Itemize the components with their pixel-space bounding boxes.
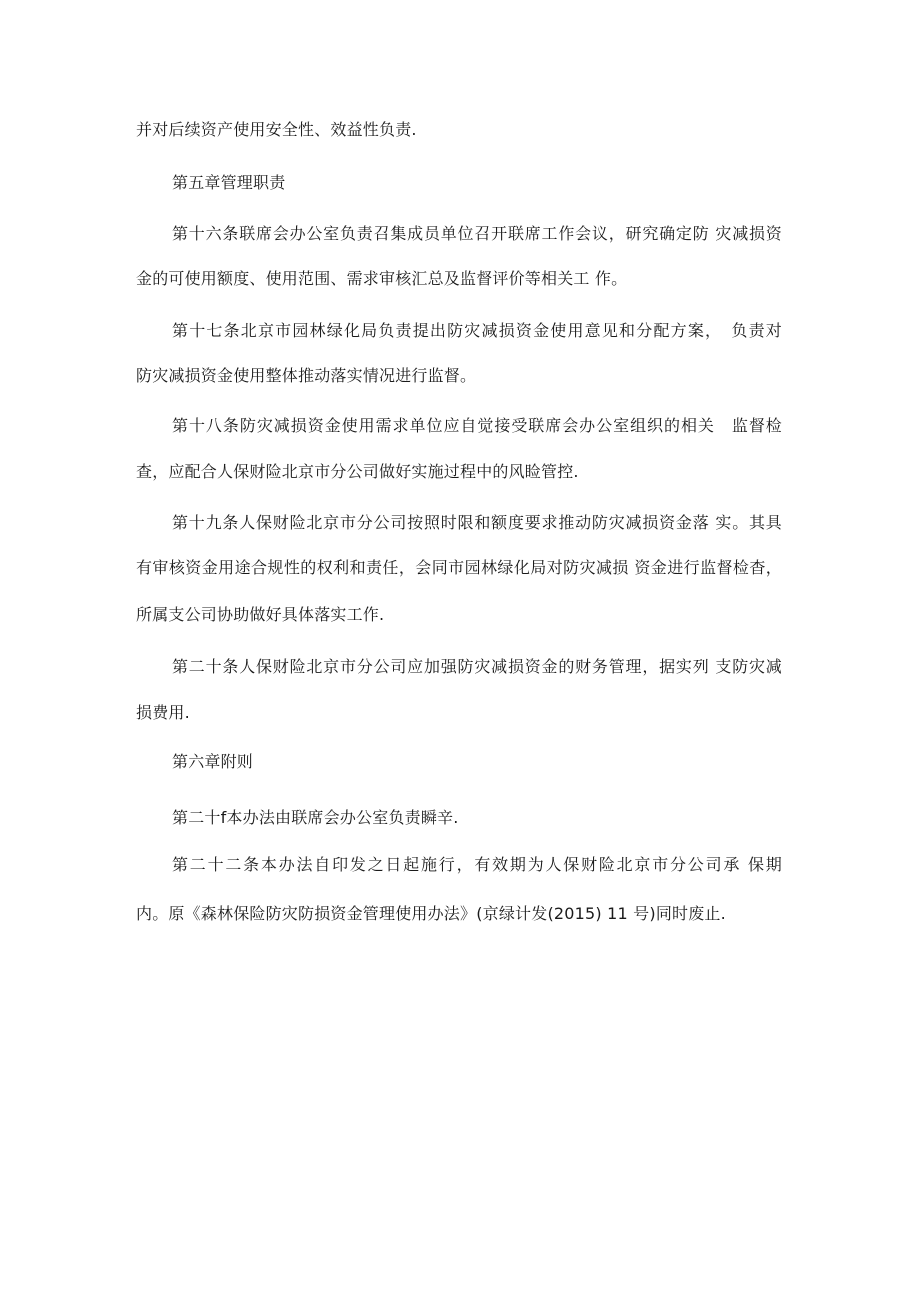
article-18-line-2: 查，应配合人保财险北京市分公司做好实施过程中的风睑管控.: [136, 462, 579, 481]
article-22-line-1: 第二十二条本办法自印发之日起施行，有效期为人保财险北京市分公司承 保期: [172, 855, 782, 874]
article-18-line-1: 第十八条防灾减损资金使用需求单位应自觉接受联席会办公室组织的相关 监督检: [172, 416, 782, 435]
article-17-line-2: 防灾减损资金使用整体推动落实情况进行监督。: [136, 366, 477, 385]
chapter-heading-6: 第六章附则: [172, 752, 254, 771]
article-19-line-2: 有审核资金用途合规性的权利和责任，会同市园林绿化局对防灾减损 资金进行监督检杳，: [136, 558, 782, 577]
article-19-line-3: 所属支公司协助做好具体落实工作.: [136, 605, 385, 624]
article-16-line-1: 第十六条联席会办公室负责召集成员单位召开联席工作会议，研究确定防 灾减损资: [172, 224, 782, 243]
text-line-continuation: 并对后续资产使用安全性、效益性负责.: [136, 120, 417, 139]
article-19-line-1: 第十九条人保财险北京市分公司按照时限和额度要求推动防灾减损资金落 实。其具: [172, 513, 782, 532]
article-21-line-1: 第二十f本办法由联席会办公室负责瞬辛.: [172, 808, 459, 827]
article-16-line-2: 金的可使用额度、使用范围、需求审核汇总及监督评价等相关工 作。: [136, 269, 628, 288]
article-22-line-2: 内。原《森林保险防灾防损资金管理使用办法》(京绿计发(2015) 11 号)同时废止.: [136, 904, 726, 923]
article-20-line-1: 第二十条人保财险北京市分公司应加强防灾减损资金的财务管理，据实列 支防灾减: [172, 657, 782, 676]
chapter-heading-5: 第五章管理职责: [172, 173, 286, 192]
article-17-line-1: 第十七条北京市园林绿化局负责提出防灾减损资金使用意见和分配方案， 负责对: [172, 321, 782, 340]
article-20-line-2: 损费用.: [136, 703, 190, 722]
